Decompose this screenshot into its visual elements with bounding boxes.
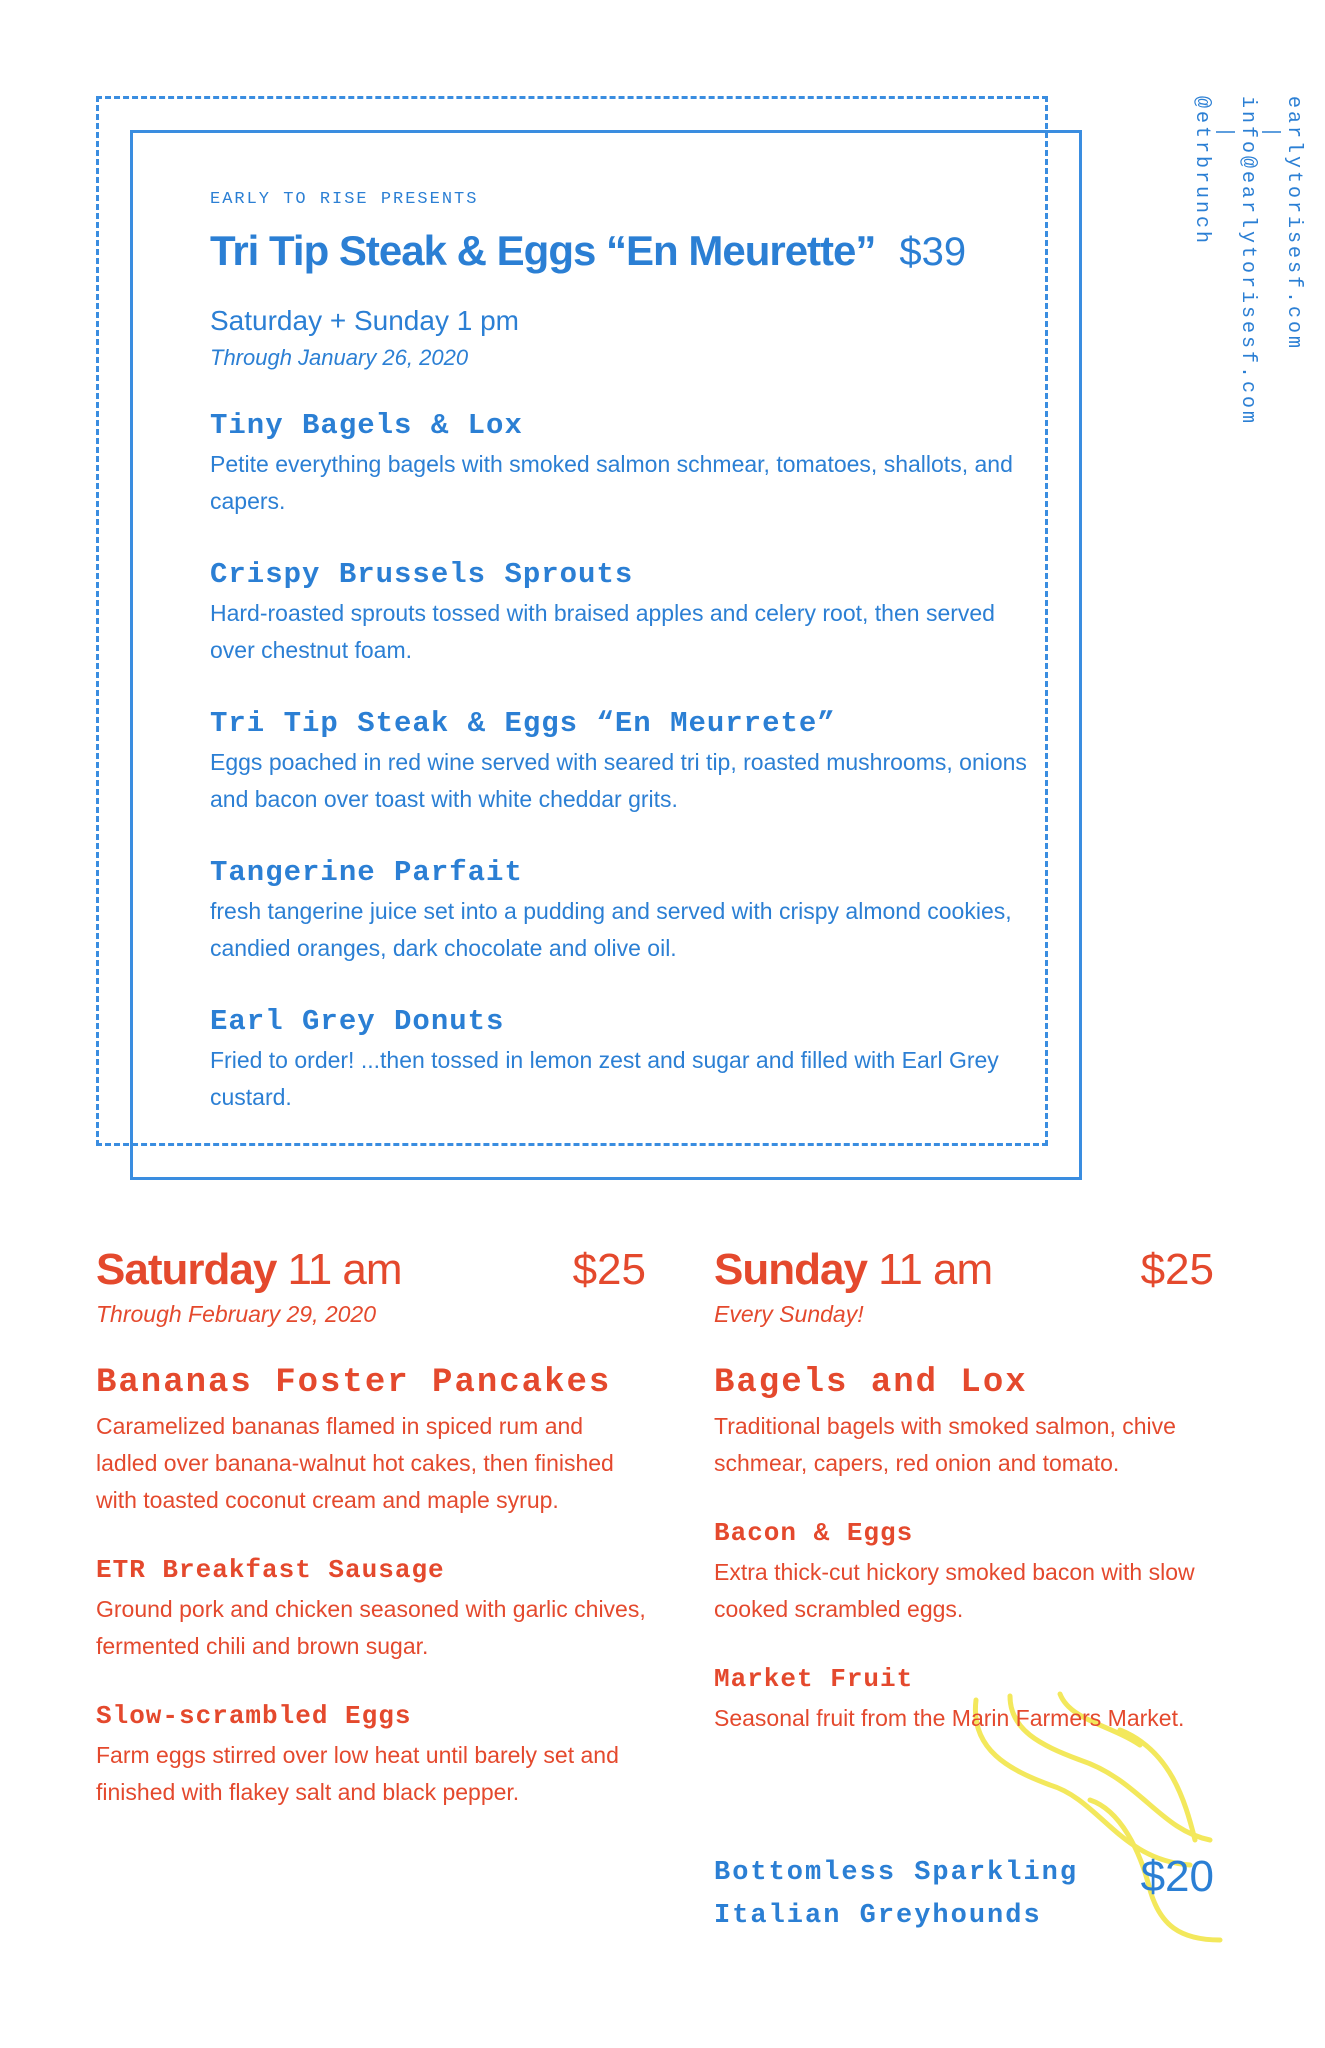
menu-item-name: Slow-scrambled Eggs <box>96 1701 412 1731</box>
menu-item-name: Tangerine Parfait <box>210 856 523 889</box>
menu-item-name: ETR Breakfast Sausage <box>96 1555 445 1585</box>
sunday-time: 11 am <box>878 1245 993 1294</box>
feature-until: Through January 26, 2020 <box>210 345 469 370</box>
saturday-note: Through February 29, 2020 <box>96 1301 377 1327</box>
feature-menu-item <box>210 409 1030 520</box>
feature-menu-item <box>210 707 1030 818</box>
sunday-day <box>714 1245 992 1295</box>
menu-item-name: Tiny Bagels & Lox <box>210 409 523 442</box>
menu-item-desc: Hard-roasted sprouts tossed with braised apples and celery root, then served over chestnut foam. <box>210 600 995 663</box>
feature-menu-item <box>210 856 1030 967</box>
menu-item-desc: Ground pork and chicken seasoned with garlic chives, fermented chili and brown sugar. <box>96 1596 646 1659</box>
saturday-price: $25 <box>572 1245 646 1294</box>
menu-item-name: Tri Tip Steak & Eggs “En Meurrete” <box>210 707 836 740</box>
saturday-section <box>96 1245 646 1811</box>
contact-separator: | <box>1213 126 1236 139</box>
sunday-price: $25 <box>1140 1245 1214 1294</box>
email-link[interactable]: info@earlytorisesf.com <box>1236 96 1259 427</box>
feature-price: $39 <box>899 230 967 274</box>
menu-item-desc: Extra thick-cut hickory smoked bacon with slow cooked scrambled eggs. <box>714 1559 1195 1622</box>
contact-strip <box>1190 96 1305 426</box>
sunday-note: Every Sunday! <box>714 1301 864 1327</box>
sunday-menu-item <box>714 1664 1214 1737</box>
menu-item-desc: Eggs poached in red wine served with seared tri tip, roasted mushrooms, onions and bacon over toast with white cheddar grits. <box>210 749 1027 812</box>
bottomless-price: $20 <box>1140 1852 1214 1901</box>
sunday-menu-item <box>714 1518 1214 1628</box>
website-link[interactable]: earlytorisesf.com <box>1282 96 1305 352</box>
bottomless-drinks <box>714 1852 1214 1938</box>
menu-item-desc: Traditional bagels with smoked salmon, chive schmear, capers, red onion and tomato. <box>714 1413 1176 1476</box>
menu-item-name: Earl Grey Donuts <box>210 1005 505 1038</box>
sunday-section <box>714 1245 1214 1737</box>
menu-item-desc: Fried to order! ...then tossed in lemon zest and sugar and filled with Earl Grey custard. <box>210 1047 999 1110</box>
saturday-header <box>96 1245 646 1295</box>
saturday-feature-item <box>96 1364 646 1519</box>
menu-item-desc: Caramelized bananas flamed in spiced rum and ladled over banana-walnut hot cakes, then finished with toasted coconut cream and maple syrup. <box>96 1413 614 1513</box>
feature-menu-item <box>210 558 1030 669</box>
menu-item-name: Bacon & Eggs <box>714 1518 914 1548</box>
saturday-menu-item <box>96 1555 646 1665</box>
social-handle-link[interactable]: @etrbrunch <box>1190 96 1213 247</box>
bottomless-line2: Italian Greyhounds <box>714 1901 1042 1931</box>
menu-item-desc: fresh tangerine juice set into a pudding and served with crispy almond cookies, candied oranges, dark chocolate and olive oil. <box>210 898 1012 961</box>
feature-section <box>210 190 1030 1116</box>
contact-separator: | <box>1259 126 1282 139</box>
sunday-day-label: Sunday <box>714 1245 867 1294</box>
saturday-time: 11 am <box>287 1245 402 1294</box>
feature-title-row <box>210 227 1030 275</box>
menu-item-name: Crispy Brussels Sprouts <box>210 558 634 591</box>
saturday-day <box>96 1245 402 1295</box>
menu-item-name: Bananas Foster Pancakes <box>96 1364 612 1402</box>
feature-menu-item <box>210 1005 1030 1116</box>
bottomless-line1: Bottomless Sparkling <box>714 1858 1079 1888</box>
menu-item-desc: Seasonal fruit from the Marin Farmers Market. <box>714 1705 1185 1731</box>
feature-when: Saturday + Sunday 1 pm <box>210 305 519 336</box>
menu-item-name: Market Fruit <box>714 1664 914 1694</box>
menu-item-name: Bagels and Lox <box>714 1364 1028 1402</box>
sunday-header <box>714 1245 1214 1295</box>
saturday-menu-item <box>96 1701 646 1811</box>
menu-item-desc: Farm eggs stirred over low heat until barely set and finished with flakey salt and black pepper. <box>96 1742 619 1805</box>
saturday-day-label: Saturday <box>96 1245 277 1294</box>
menu-item-desc: Petite everything bagels with smoked salmon schmear, tomatoes, shallots, and capers. <box>210 451 1013 514</box>
feature-eyebrow: EARLY TO RISE PRESENTS <box>210 190 479 209</box>
sunday-feature-item <box>714 1364 1214 1482</box>
feature-title: Tri Tip Steak & Eggs “En Meurette” <box>210 227 876 274</box>
